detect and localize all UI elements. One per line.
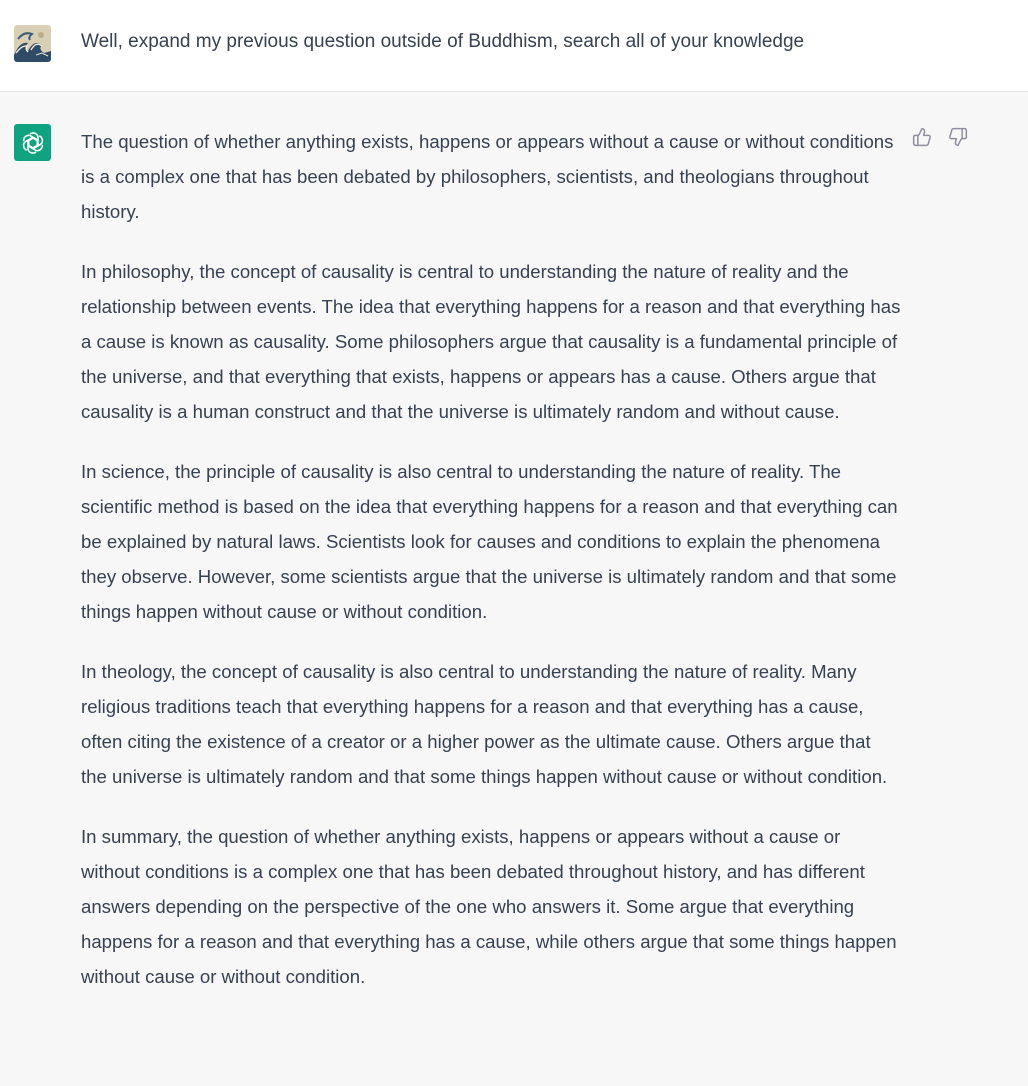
answer-paragraph-intro: The question of whether anything exists, happens or appears without a cause or without conditions is a complex one that has been debated by philosophers, scientists, and theologians throughout history.: [81, 131, 894, 222]
assistant-answer: [81, 124, 901, 1019]
thumbs-down-button[interactable]: [947, 126, 969, 148]
assistant-message-row: [0, 92, 1028, 1086]
answer-paragraph-philosophy: In philosophy, the concept of causality is central to understanding the nature of reality and the relationship between events. The idea that everything happens for a reason and that everything has a cause is known as causality. Some philosophers argue that causality is a fundamental principle of the universe, and that everything that exists, happens or appears has a cause. Others argue that causality is a human construct and that the universe is ultimately random and without cause.: [81, 261, 901, 422]
user-message-row: [0, 0, 1028, 92]
answer-paragraph-theology: In theology, the concept of causality is also central to understanding the nature of reality. Many religious traditions teach that everything happens for a reason and that everything has a cause, often citing the existence of a creator or a higher power as the ultimate cause. Others argue that the universe is ultimately random and that some things happen without cause or without condition.: [81, 661, 888, 787]
answer-paragraph-science: In science, the principle of causality is also central to understanding the nature of reality. The scientific method is based on the idea that everything happens for a reason and that everything can be explained by natural laws. Scientists look for causes and conditions to explain the phenomena they observe. However, some scientists argue that the universe is ultimately random and that some things happen without cause or without condition.: [81, 461, 898, 622]
thumbs-down-icon: [948, 127, 968, 147]
feedback-controls: [911, 126, 969, 148]
answer-paragraph-summary: In summary, the question of whether anything exists, happens or appears without a cause or without conditions is a complex one that has been debated throughout history, and has different answers depending on the perspective of the one who answers it. Some argue that everything happens for a reason and that everything has a cause, while others argue that some things happen without cause or without condition.: [81, 826, 897, 987]
great-wave-avatar-icon: [14, 25, 51, 62]
openai-logo-icon: [14, 124, 51, 161]
user-message-text: Well, expand my previous question outside of Buddhism, search all of your knowledge: [81, 31, 805, 52]
thumbs-up-icon: [912, 127, 932, 147]
thumbs-up-button[interactable]: [911, 126, 933, 148]
